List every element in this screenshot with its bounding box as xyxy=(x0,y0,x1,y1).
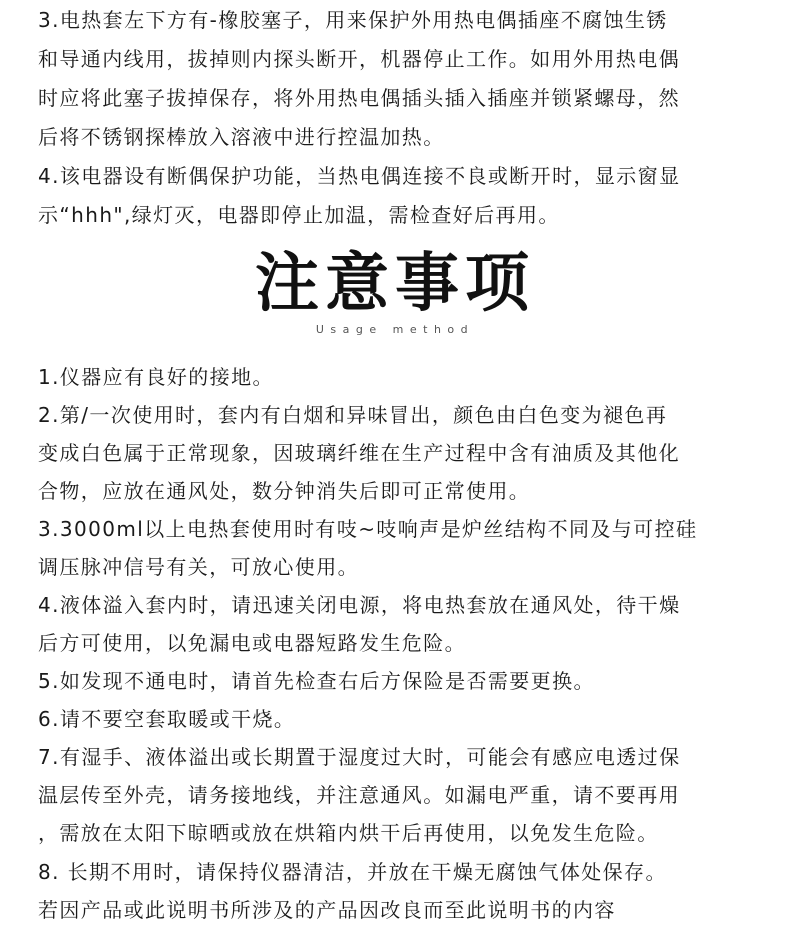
paragraph-line: 3.电热套左下方有-橡胶塞子，用来保护外用热电偶插座不腐蚀生锈 xyxy=(38,8,668,32)
note-line: 1.仪器应有良好的接地。 xyxy=(38,365,274,389)
paragraph-line: 时应将此塞子拔掉保存，将外用热电偶插头插入插座并锁紧螺母，然 xyxy=(38,86,680,110)
note-line: 5.如发现不通电时，请首先检查右后方保险是否需要更换。 xyxy=(38,669,595,693)
note-line: ，需放在太阳下晾晒或放在烘箱内烘干后再使用，以免发生危险。 xyxy=(38,821,659,845)
note-line: 调压脉冲信号有关，可放心使用。 xyxy=(38,555,359,579)
note-line: 4.液体溢入套内时，请迅速关闭电源，将电热套放在通风处，待干燥 xyxy=(38,593,681,617)
note-line: 8. 长期不用时，请保持仪器清洁，并放在干燥无腐蚀气体处保存。 xyxy=(38,860,667,884)
paragraph-line: 示“hhh",绿灯灭，电器即停止加温，需检查好后再用。 xyxy=(38,203,560,227)
note-line: 温层传至外壳，请务接地线，并注意通风。如漏电严重，请不要再用 xyxy=(38,783,680,807)
paragraph-line: 后将不锈钢探棒放入溶液中进行控温加热。 xyxy=(38,125,445,149)
note-line: 合物，应放在通风处，数分钟消失后即可正常使用。 xyxy=(38,479,531,503)
note-line: 若因产品或此说明书所涉及的产品因改良而至此说明书的内容 xyxy=(38,898,616,922)
section-subtitle: Usage method xyxy=(315,323,475,336)
note-line: 2.第/一次使用时，套内有白烟和异味冒出，颜色由白色变为褪色再 xyxy=(38,403,668,427)
section-title: 注意事项 xyxy=(255,247,535,321)
paragraph-line: 4.该电器设有断偶保护功能，当热电偶连接不良或断开时，显示窗显 xyxy=(38,164,681,188)
note-line: 变成白色属于正常现象，因玻璃纤维在生产过程中含有油质及其他化 xyxy=(38,441,680,465)
note-line: 7.有湿手、液体溢出或长期置于湿度过大时，可能会有感应电透过保 xyxy=(38,745,681,769)
paragraph-line: 和导通内线用，拔掉则内探头断开，机器停止工作。如用外用热电偶 xyxy=(38,47,680,71)
note-line: 3.3000ml以上电热套使用时有吱~吱响声是炉丝结构不同及与可控硅 xyxy=(38,517,698,541)
note-line: 6.请不要空套取暖或干烧。 xyxy=(38,707,296,731)
note-line: 后方可使用，以免漏电或电器短路发生危险。 xyxy=(38,631,466,655)
